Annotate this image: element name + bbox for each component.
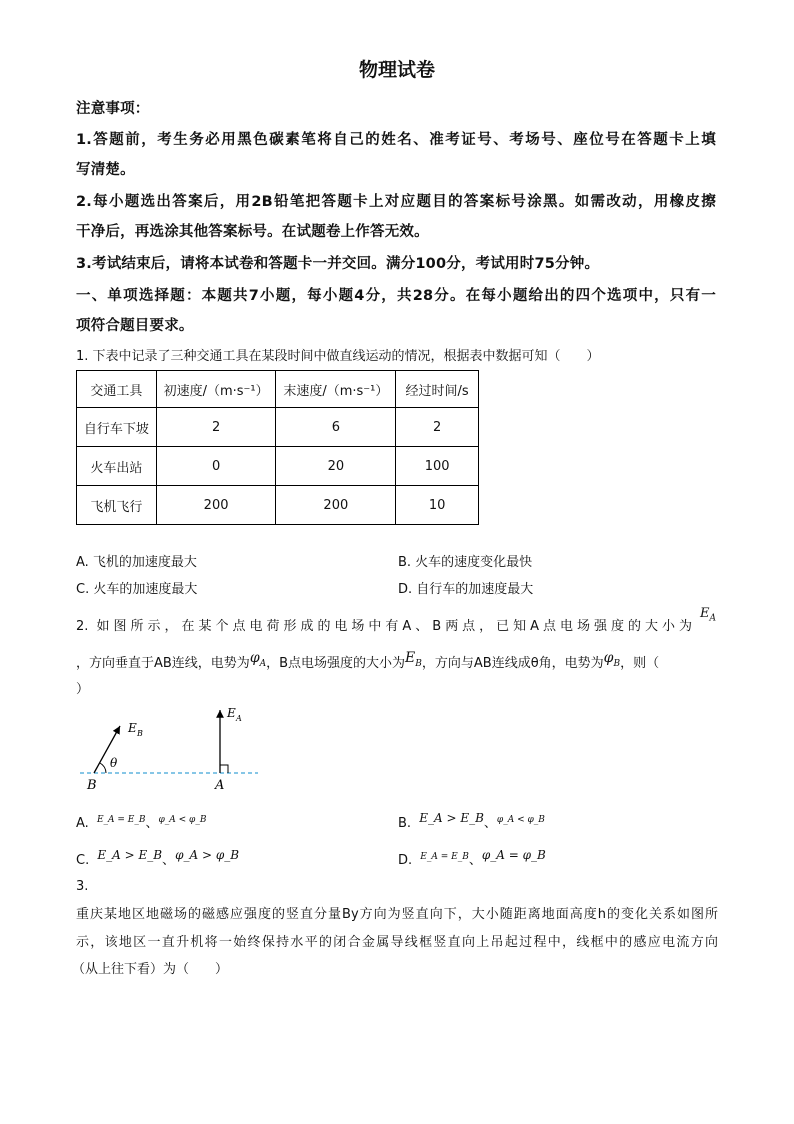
q2-stem-line-3: ） — [76, 682, 90, 697]
notice-item-2-line-1: 2.每小题选出答案后，用2B铅笔把答题卡上对应题目的答案标号涂黑。如需改动，用橡皮擦 — [76, 194, 716, 210]
right-angle-mark — [220, 765, 228, 773]
eb-label: E — [128, 721, 137, 735]
table-cell: 0 — [156, 447, 276, 486]
table-row — [77, 486, 479, 525]
q2-option-b: B. E_A > E_B、$^{\varphi\_A < \varphi\_B}$ — [398, 811, 545, 831]
q1-data-table — [76, 370, 479, 525]
table-cell: 6 — [276, 408, 396, 447]
notice-heading: 注意事项： — [76, 101, 150, 117]
table-header-cell: 交通工具 — [77, 371, 157, 408]
table-header-cell: 初速度/（m·s⁻¹） — [156, 371, 276, 408]
table-cell: 2 — [156, 408, 276, 447]
notice-item-3: 3.考试结束后，请将本试卷和答题卡一并交回。满分100分，考试用时75分钟。 — [76, 256, 600, 272]
table-cell: 2 — [396, 408, 479, 447]
q1-option-d: D. 自行车的加速度最大 — [398, 582, 534, 597]
q1-option-b: B. 火车的速度变化最快 — [398, 555, 533, 570]
q1-option-a: A. 飞机的加速度最大 — [76, 555, 197, 570]
q2-option-a: A. $^{E\_A = E\_B}$、$^{\varphi\_A < \varphi\_B}$ — [76, 815, 207, 831]
q3-stem-line-2: 示，该地区一直升机将一始终保持水平的闭合金属导线框竖直向上吊起过程中，线框中的感应电流方向 — [76, 935, 718, 950]
q1-option-c: C. 火车的加速度最大 — [76, 582, 198, 597]
q2-ea-symbol: $E_A$ — [700, 606, 716, 624]
notice-item-2-line-2: 干净后，再选涂其他答案标号。在试题卷上作答无效。 — [76, 224, 429, 240]
q2-stem-line-2: ，方向垂直于AB连线，电势为$\varphi_A$，B点电场强度的大小为$E_B$，方向与AB连线成θ角，电势为$\varphi_B$，则（ — [76, 650, 660, 671]
table-header-cell: 经过时间/s — [396, 371, 479, 408]
q3-stem-line-1: 重庆某地区地磁场的磁感应强度的竖直分量By方向为竖直向下，大小随距离地面高度h的变化关系如图所 — [76, 907, 718, 922]
table-cell: 飞机飞行 — [77, 486, 157, 525]
table-cell: 200 — [156, 486, 276, 525]
page-title: 物理试卷 — [358, 59, 435, 81]
table-row — [77, 447, 479, 486]
point-a-label: A — [215, 778, 225, 793]
section-1-heading-line-2: 项符合题目要求。 — [76, 318, 194, 334]
table-cell: 200 — [276, 486, 396, 525]
table-cell: 20 — [276, 447, 396, 486]
q3-stem-line-3: （从上往下看）为（ ） — [72, 962, 229, 977]
q2-option-d: D. $^{E\_A = E\_B}$、φ_A = φ_B — [398, 848, 546, 868]
q2-option-c: C. E_A > E_B、φ_A > φ_B — [76, 848, 240, 868]
notice-item-1-line-1: 1.答题前，考生务必用黑色碳素笔将自己的姓名、准考证号、考场号、座位号在答题卡上填 — [76, 132, 716, 148]
notice-item-1-line-2: 写清楚。 — [76, 162, 135, 178]
eb-label-sub: B — [137, 729, 143, 738]
table-cell: 100 — [396, 447, 479, 486]
section-1-heading-line-1: 一、单项选择题：本题共7小题，每小题4分，共28分。在每小题给出的四个选项中，只有一 — [76, 288, 716, 304]
table-cell: 10 — [396, 486, 479, 525]
q2-electric-field-figure — [70, 700, 270, 795]
table-header-row — [77, 371, 479, 408]
theta-label: θ — [110, 756, 118, 770]
q2-stem-line-1: 2. 如图所示，在某个点电荷形成的电场中有A、B两点，已知A点电场强度的大小为 — [76, 619, 692, 634]
table-cell: 火车出站 — [77, 447, 157, 486]
q1-stem: 1. 下表中记录了三种交通工具在某段时间中做直线运动的情况，根据表中数据可知（ ） — [76, 349, 600, 364]
table-row — [77, 408, 479, 447]
ea-label: E — [227, 706, 236, 720]
table-cell: 自行车下坡 — [77, 408, 157, 447]
theta-arc — [100, 763, 106, 773]
table-header-cell: 末速度/（m·s⁻¹） — [276, 371, 396, 408]
point-b-label: B — [87, 778, 97, 793]
q3-number: 3. — [76, 879, 89, 894]
ea-label-sub: A — [236, 714, 242, 723]
